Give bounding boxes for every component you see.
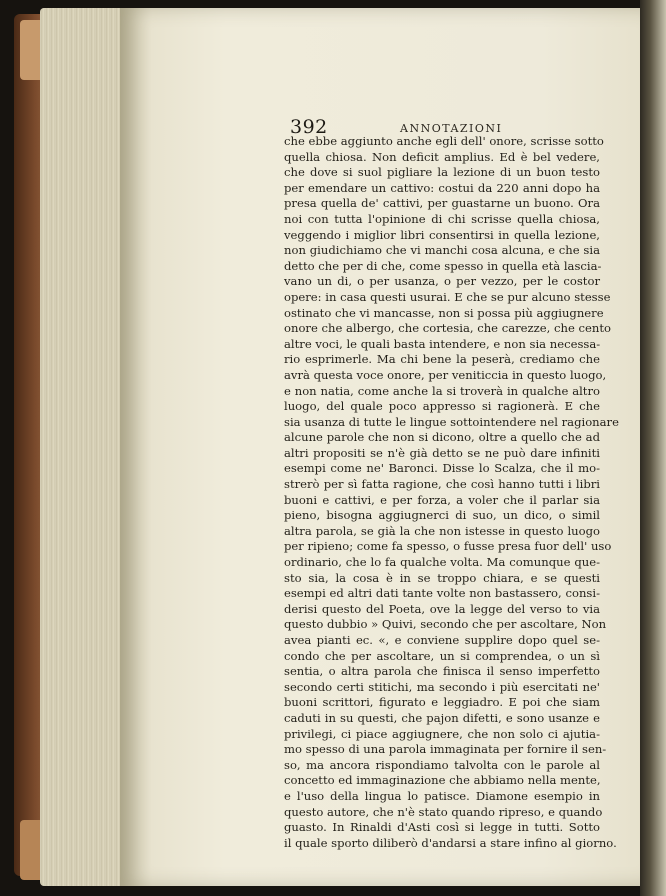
text-line: concetto ed immaginazione che abbiamo nella mente,: [284, 773, 601, 788]
text-line: sentia, o altra parola che finisca il senso imperfetto: [284, 664, 600, 679]
text-line: altri propositi se n'è già detto se ne può dare infiniti: [284, 445, 600, 460]
text-line: strerò per sì fatta ragione, che così hanno tutti i libri: [284, 477, 600, 492]
text-line: che ebbe aggiunto anche egli dell' onore, scrisse sotto: [284, 134, 604, 148]
text-line: per emendare un cattivo: costui da 220 anni dopo ha: [284, 180, 600, 195]
page-number: 392: [290, 116, 328, 138]
text-line: altre voci, le quali basta intendere, e non sia necessa-: [284, 336, 601, 351]
text-line: questo dubbio » Quivi, secondo che per ascoltare, Non: [284, 617, 607, 632]
text-line: esempi come ne' Baronci. Disse lo Scalza, che il mo-: [284, 461, 600, 476]
text-line: altra parola, se già la che non istesse in questo luogo: [284, 523, 600, 538]
text-line: derisi questo del Poeta, ove la legge del verso to via: [284, 601, 600, 616]
text-line: buoni e cattivi, e per forza, a voler che il parlar sia: [284, 492, 600, 507]
text-line: opere: in casa questi usurai. E che se pur alcuno stesse: [284, 289, 611, 304]
text-line: alcune parole che non si dicono, oltre a quello che ad: [284, 430, 600, 445]
text-line: quella chiosa. Non deficit amplius. Ed è bel vedere,: [284, 149, 600, 164]
text-line: veggendo i miglior libri consentirsi in quella lezione,: [284, 227, 600, 242]
text-line: caduti in su questi, che pajon difetti, e sono usanze e: [284, 710, 600, 725]
text-line: esempi ed altri dati tante volte non bastassero, consi-: [284, 586, 600, 601]
text-line: noi con tutta l'opinione di chi scrisse quella chiosa,: [284, 211, 600, 226]
text-line: presa quella de' cattivi, per guastarne un buono. Ora: [284, 196, 600, 211]
body-text: [284, 134, 619, 851]
text-line: pieno, bisogna aggiugnerci di suo, un dico, o simil: [284, 508, 600, 523]
text-line: privilegi, ci piace aggiugnere, che non solo ci ajutia-: [284, 726, 600, 741]
text-line: rio esprimerle. Ma chi bene la peserà, crediamo che: [284, 352, 600, 367]
text-line: avrà questa voce onore, per veniticcia in questo luogo,: [284, 367, 607, 382]
text-line: e l'uso della lingua lo patisce. Diamone esempio in: [284, 788, 600, 803]
running-head: ANNOTAZIONI: [400, 122, 503, 135]
text-line: mo spesso di una parola immaginata per fornire il sen-: [284, 742, 607, 757]
text-line: ostinato che vi mancasse, non si possa più aggiugnere: [284, 305, 604, 320]
text-line: il quale sporto diliberò d'andarsi a stare infino al giorno.: [284, 835, 617, 850]
text-line: detto che per di che, come spesso in quella età lascia-: [284, 258, 602, 273]
text-line: buoni scrittori, figurato e leggiadro. E poi che siam: [284, 695, 600, 710]
text-line: vano un di, o per usanza, o per vezzo, per le costor: [284, 274, 600, 289]
text-line: condo che per ascoltare, un si comprendea, o un sì: [284, 648, 600, 663]
text-line: onore che albergo, che cortesia, che carezze, che cento: [284, 321, 611, 336]
text-line: ordinario, che lo fa qualche volta. Ma comunque que-: [284, 555, 600, 570]
text-line: luogo, del quale poco appresso si ragionerà. E che: [284, 399, 600, 414]
text-line: so, ma ancora rispondiamo talvolta con le parole al: [284, 757, 600, 772]
text-line: non giudichiamo che vi manchi cosa alcuna, e che sia: [284, 243, 600, 258]
text-line: sto sia, la cosa è in se troppo chiara, e se questi: [284, 570, 600, 585]
book-gutter: [640, 0, 666, 896]
text-line: secondo certi stitichi, ma secondo i più esercitati ne': [284, 679, 600, 694]
text-line: avea pianti ec. «, e conviene supplire dopo quel se-: [284, 633, 600, 647]
text-line: che dove si suol pigliare la lezione di un buon testo: [284, 165, 600, 180]
text-line: e non natia, come anche la si troverà in qualche altro: [284, 383, 600, 398]
text-line: sia usanza di tutte le lingue sottointendere nel ragionare: [284, 414, 619, 429]
text-line: guasto. In Rinaldi d'Asti così si legge in tutti. Sotto: [284, 820, 600, 835]
text-line: per ripieno; come fa spesso, o fusse presa fuor dell' uso: [284, 539, 612, 554]
text-line: questo autore, che n'è stato quando ripreso, e quando: [284, 804, 603, 819]
